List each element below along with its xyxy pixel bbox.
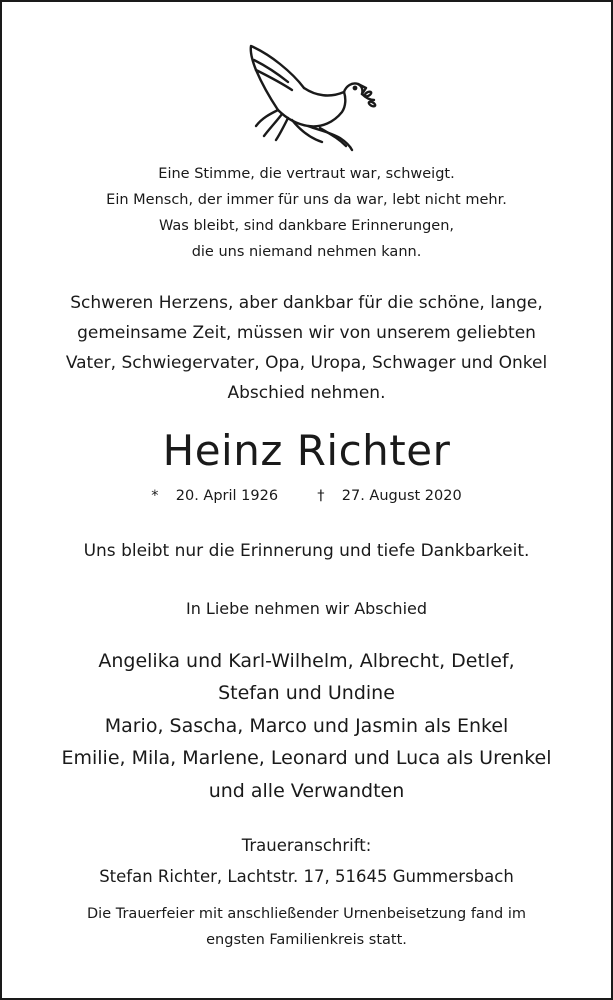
death-symbol: † [317, 488, 325, 504]
dove-icon [242, 40, 378, 152]
intro-line: Vater, Schwiegervater, Opa, Uropa, Schwager und Onkel [65, 353, 548, 373]
family-line: Emilie, Mila, Marlene, Leonard und Luca als Urenkel [61, 747, 552, 769]
family-line: Angelika und Karl-Wilhelm, Albrecht, Detlef, [98, 650, 515, 672]
death-date: 27. August 2020 [341, 488, 462, 504]
quote-line: Was bleibt, sind dankbare Erinnerungen, [159, 218, 454, 234]
birth-symbol: * [151, 488, 159, 504]
life-dates [2, 488, 611, 504]
address-text: Stefan Richter, Lachtstr. 17, 51645 Gummersbach [99, 867, 514, 886]
quote-line: Eine Stimme, die vertraut war, schweigt. [158, 166, 455, 182]
deceased-name: Heinz Richter [162, 426, 451, 475]
family-line: Mario, Sascha, Marco und Jasmin als Enkel [104, 715, 509, 737]
funeral-note-line: Die Trauerfeier mit anschließender Urnenbeisetzung fand im [87, 906, 526, 922]
birth-date: 20. April 1926 [175, 488, 279, 504]
quote-line: Ein Mensch, der immer für uns da war, lebt nicht mehr. [106, 192, 507, 208]
thanks-line: Uns bleibt nur die Erinnerung und tiefe Dankbarkeit. [83, 541, 530, 561]
family-line: und alle Verwandten [208, 780, 405, 802]
family-line: Stefan und Undine [218, 682, 395, 704]
farewell-line: In Liebe nehmen wir Abschied [185, 599, 428, 618]
quote-line: die uns niemand nehmen kann. [191, 244, 422, 260]
intro-line: Abschied nehmen. [227, 383, 386, 403]
address-label: Traueranschrift: [241, 836, 372, 855]
intro-line: Schweren Herzens, aber dankbar für die schöne, lange, [70, 293, 543, 313]
funeral-note-line: engsten Familienkreis statt. [206, 932, 407, 948]
intro-line: gemeinsame Zeit, müssen wir von unserem geliebten [77, 323, 536, 343]
